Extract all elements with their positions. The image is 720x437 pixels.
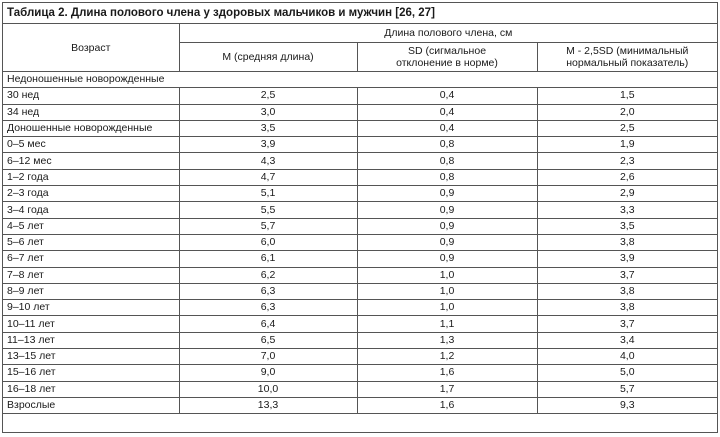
cell-min: 2,9 (537, 186, 717, 202)
cell-min: 3,8 (537, 283, 717, 299)
cell-sd: 0,8 (357, 153, 537, 169)
cell-mean: 5,7 (179, 218, 357, 234)
cell-age: 13–15 лет (3, 349, 179, 365)
cell-mean: 4,3 (179, 153, 357, 169)
table-container (2, 2, 718, 433)
cell-mean: 6,3 (179, 300, 357, 316)
cell-sd: 1,1 (357, 316, 537, 332)
cell-age: 11–13 лет (3, 332, 179, 348)
cell-min: 2,0 (537, 104, 717, 120)
cell-age: 7–8 лет (3, 267, 179, 283)
cell-sd: 1,6 (357, 397, 537, 413)
penis-length-table (3, 24, 717, 414)
table-row (3, 349, 717, 365)
cell-min: 3,4 (537, 332, 717, 348)
cell-age: 10–11 лет (3, 316, 179, 332)
cell-age: 1–2 года (3, 169, 179, 185)
cell-mean: 6,2 (179, 267, 357, 283)
cell-sd: 1,0 (357, 283, 537, 299)
cell-mean: 3,5 (179, 120, 357, 136)
cell-sd: 1,6 (357, 365, 537, 381)
cell-min: 3,8 (537, 300, 717, 316)
cell-mean: 4,7 (179, 169, 357, 185)
table-body (3, 72, 717, 414)
table-row (3, 300, 717, 316)
cell-age: Взрослые (3, 397, 179, 413)
cell-sd: 0,4 (357, 104, 537, 120)
table-row (3, 397, 717, 413)
cell-min: 3,7 (537, 267, 717, 283)
cell-min: 5,0 (537, 365, 717, 381)
cell-min: 2,6 (537, 169, 717, 185)
table-row (3, 88, 717, 104)
cell-min: 5,7 (537, 381, 717, 397)
table-row (3, 283, 717, 299)
cell-min: 3,9 (537, 251, 717, 267)
table-row (3, 218, 717, 234)
header-age: Возраст (3, 24, 179, 72)
cell-min: 3,3 (537, 202, 717, 218)
cell-age: 0–5 мес (3, 137, 179, 153)
cell-min: 9,3 (537, 397, 717, 413)
cell-min: 4,0 (537, 349, 717, 365)
cell-min: 1,9 (537, 137, 717, 153)
cell-age: 34 нед (3, 104, 179, 120)
cell-age: 2–3 года (3, 186, 179, 202)
section-row-preterm (3, 72, 717, 88)
cell-sd: 1,3 (357, 332, 537, 348)
cell-mean: 9,0 (179, 365, 357, 381)
cell-age: 6–7 лет (3, 251, 179, 267)
table-row (3, 381, 717, 397)
cell-sd: 0,4 (357, 120, 537, 136)
cell-age: 9–10 лет (3, 300, 179, 316)
cell-mean: 2,5 (179, 88, 357, 104)
cell-age: 6–12 мес (3, 153, 179, 169)
cell-min: 3,8 (537, 234, 717, 250)
cell-mean: 5,1 (179, 186, 357, 202)
cell-mean: 3,9 (179, 137, 357, 153)
cell-mean: 13,3 (179, 397, 357, 413)
table-row (3, 365, 717, 381)
cell-age: 16–18 лет (3, 381, 179, 397)
header-min-line1: M - 2,5SD (минимальный (566, 45, 689, 57)
cell-sd: 1,0 (357, 267, 537, 283)
table-row (3, 169, 717, 185)
cell-mean: 6,3 (179, 283, 357, 299)
cell-min: 2,5 (537, 120, 717, 136)
table-row (3, 202, 717, 218)
cell-sd: 0,9 (357, 251, 537, 267)
cell-min: 3,7 (537, 316, 717, 332)
cell-sd: 0,9 (357, 202, 537, 218)
cell-min: 2,3 (537, 153, 717, 169)
table-row (3, 332, 717, 348)
header-length-group: Длина полового члена, см (179, 24, 717, 43)
cell-mean: 6,0 (179, 234, 357, 250)
table-row (3, 186, 717, 202)
table-row (3, 234, 717, 250)
cell-min: 1,5 (537, 88, 717, 104)
cell-age: 5–6 лет (3, 234, 179, 250)
cell-age: 30 нед (3, 88, 179, 104)
table-row (3, 104, 717, 120)
cell-sd: 0,9 (357, 218, 537, 234)
cell-mean: 3,0 (179, 104, 357, 120)
table-row (3, 316, 717, 332)
cell-sd: 0,9 (357, 186, 537, 202)
cell-sd: 0,4 (357, 88, 537, 104)
cell-sd: 1,0 (357, 300, 537, 316)
cell-mean: 10,0 (179, 381, 357, 397)
header-sd-line1: SD (сигмальное (407, 45, 487, 57)
cell-mean: 6,4 (179, 316, 357, 332)
header-sd-line2: отклонение в норме) (396, 57, 498, 69)
cell-age: 4–5 лет (3, 218, 179, 234)
table-row (3, 153, 717, 169)
table-row (3, 251, 717, 267)
header-mean (179, 43, 357, 72)
cell-mean: 5,5 (179, 202, 357, 218)
cell-sd: 0,9 (357, 234, 537, 250)
header-min (537, 43, 717, 72)
header-min-line2: нормальный показатель) (566, 57, 689, 69)
table-row (3, 120, 717, 136)
cell-min: 3,5 (537, 218, 717, 234)
cell-sd: 0,8 (357, 169, 537, 185)
cell-age: 15–16 лет (3, 365, 179, 381)
cell-mean: 6,1 (179, 251, 357, 267)
table-row (3, 137, 717, 153)
cell-mean: 7,0 (179, 349, 357, 365)
table-title: Таблица 2. Длина полового члена у здоровых мальчиков и мужчин [26, 27] (3, 3, 717, 24)
cell-age: Доношенные новорожденные (3, 120, 179, 136)
cell-sd: 0,8 (357, 137, 537, 153)
cell-sd: 1,7 (357, 381, 537, 397)
cell-sd: 1,2 (357, 349, 537, 365)
cell-age: 3–4 года (3, 202, 179, 218)
table-row (3, 267, 717, 283)
section-label: Недоношенные новорожденные (3, 72, 717, 88)
header-mean-label: M (средняя длина) (222, 51, 314, 63)
cell-mean: 6,5 (179, 332, 357, 348)
header-sd (357, 43, 537, 72)
cell-age: 8–9 лет (3, 283, 179, 299)
